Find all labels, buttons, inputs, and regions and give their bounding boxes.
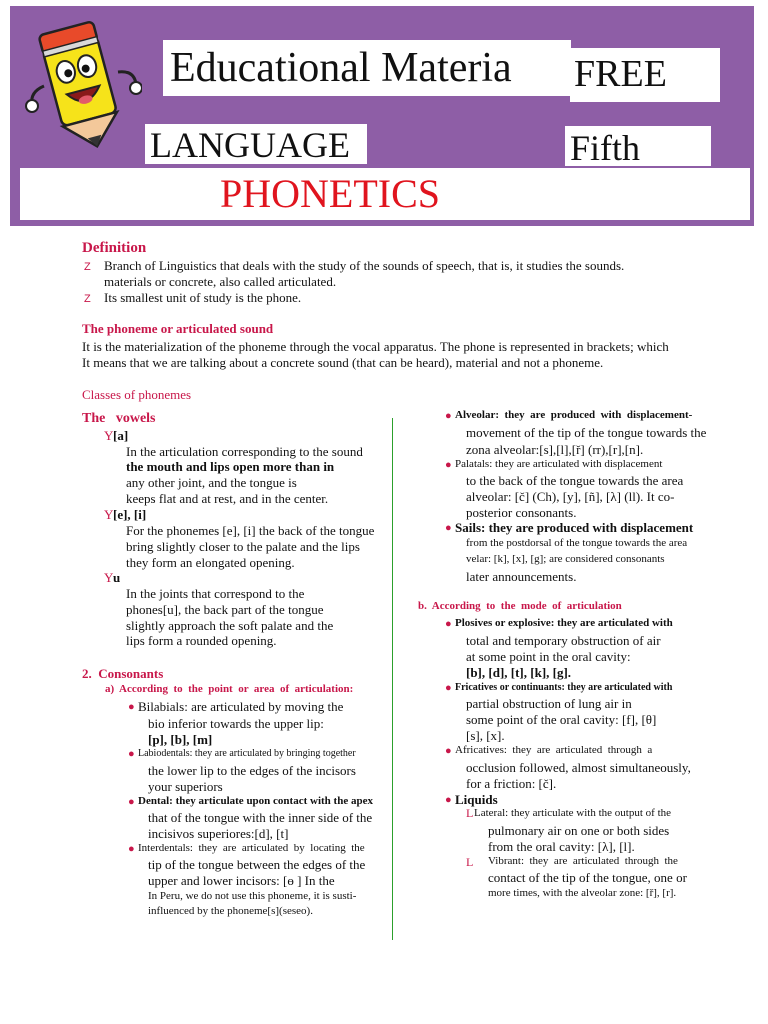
lateral-line: Lateral: they articulate with the output of the bbox=[474, 807, 672, 819]
consonant-line: the lower lip to the edges of the incisors bbox=[148, 763, 356, 778]
pencil-mascot-icon bbox=[22, 12, 142, 152]
bullet-dot-icon: ● bbox=[128, 796, 135, 808]
consonant-line: Interdentals: they are articulated by locating the bbox=[138, 842, 365, 854]
consonants-heading: 2. Consonants bbox=[82, 666, 164, 681]
consonant-line: Bilabials: are articulated by moving the bbox=[138, 699, 344, 714]
liquid-marker: L bbox=[466, 855, 474, 869]
alveolar-line: Alveolar: they are produced with displacement- bbox=[455, 409, 693, 421]
consonant-line: your superiors bbox=[148, 779, 223, 794]
mode-heading: b. According to the mode of articulation bbox=[418, 600, 622, 612]
fricatives-line: partial obstruction of lung air in bbox=[466, 696, 632, 711]
plosives-line: at some point in the oral cavity: bbox=[466, 649, 631, 664]
topic-title: PHONETICS bbox=[220, 171, 441, 216]
vowel-ei-label: [e], [i] bbox=[113, 507, 147, 522]
point-heading: a) According to the point or area of articulation: bbox=[105, 683, 354, 695]
vibrant-line: contact of the tip of the tongue, one or bbox=[488, 870, 687, 885]
grade-label: Fifth bbox=[570, 128, 641, 168]
definition-item: materials or concrete, also called articulated. bbox=[104, 274, 337, 289]
vowel-u-label: u bbox=[113, 570, 121, 585]
vowel-line: the mouth and lips open more than in bbox=[126, 459, 335, 474]
bullet-dot-icon: ● bbox=[445, 459, 452, 471]
classes-heading: Classes of phonemes bbox=[82, 387, 192, 402]
phoneme-line: It is the materialization of the phoneme through the vocal apparatus. The phone is represented in brackets; which bbox=[82, 339, 669, 354]
vowel-line: In the joints that correspond to the bbox=[126, 586, 305, 601]
consonant-line: influenced by the phoneme[s](seseo). bbox=[148, 905, 313, 917]
bullet-dot-icon: ● bbox=[445, 618, 452, 630]
bullet-icon: Z bbox=[84, 261, 91, 273]
definition-item: Its smallest unit of study is the phone. bbox=[104, 290, 302, 305]
bullet-dot-icon: ● bbox=[128, 748, 135, 760]
vowel-marker: Y bbox=[104, 428, 114, 443]
africatives-line: for a friction: [č]. bbox=[466, 776, 557, 791]
vowel-marker: Y bbox=[104, 570, 114, 585]
consonant-line: In Peru, we do not use this phoneme, it is susti- bbox=[148, 890, 357, 902]
lateral-line: from the oral cavity: [λ], [l]. bbox=[488, 839, 635, 854]
vowel-line: phones[u], the back part of the tongue bbox=[126, 602, 324, 617]
sails-line: later announcements. bbox=[466, 569, 577, 584]
fricatives-line: [s], [x]. bbox=[466, 728, 505, 743]
palatals-line: to the back of the tongue towards the area bbox=[466, 473, 684, 488]
consonant-line: upper and lower incisors: [ɵ ] In the bbox=[148, 873, 335, 888]
consonant-line: Labiodentals: they are articulated by bringing together bbox=[138, 748, 356, 759]
subject-label: LANGUAGE bbox=[150, 125, 350, 165]
consonant-line: incisivos superiores:[d], [t] bbox=[148, 826, 289, 841]
vowel-line: lips form a rounded opening. bbox=[126, 633, 277, 648]
definition-item: Branch of Linguistics that deals with the study of the sounds of speech, that is, it studies the sounds. bbox=[104, 258, 625, 273]
bullet-dot-icon: ● bbox=[445, 794, 452, 806]
column-divider bbox=[392, 418, 393, 940]
palatals-line: posterior consonants. bbox=[466, 505, 577, 520]
sails-line: from the postdorsal of the tongue towards the area bbox=[466, 537, 688, 549]
africatives-line: occlusion followed, almost simultaneously, bbox=[466, 760, 691, 775]
bullet-dot-icon: ● bbox=[445, 410, 452, 422]
vowels-heading: The vowels bbox=[82, 411, 156, 426]
palatals-line: Palatals: they are articulated with displacement bbox=[455, 458, 663, 470]
vibrant-line: more times, with the alveolar zone: [ř], [r]. bbox=[488, 887, 677, 899]
vowel-line: For the phonemes [e], [i] the back of the tongue bbox=[126, 523, 375, 538]
plosives-line: total and temporary obstruction of air bbox=[466, 633, 661, 648]
consonant-line: Dental: they articulate upon contact with the apex bbox=[138, 795, 373, 807]
vowel-line: any other joint, and the tongue is bbox=[126, 475, 297, 490]
consonant-line: bio inferior towards the upper lip: bbox=[148, 716, 324, 731]
page-title: Educational Materia bbox=[170, 45, 512, 91]
bullet-dot-icon: ● bbox=[128, 843, 135, 855]
fricatives-line: Fricatives or continuants: they are articulated with bbox=[455, 682, 673, 693]
vibrant-line: Vibrant: they are articulated through the bbox=[488, 855, 678, 867]
bullet-dot-icon: ● bbox=[128, 701, 135, 713]
vowel-line: slightly approach the soft palate and the bbox=[126, 618, 334, 633]
bullet-icon: Z bbox=[84, 293, 91, 305]
consonant-line: [p], [b], [m] bbox=[148, 732, 213, 747]
alveolar-line: zona alveolar:[s],[l],[ř] (rr),[r],[n]. bbox=[466, 442, 644, 457]
africatives-line: Africatives: they are articulated through a bbox=[455, 744, 653, 756]
fricatives-line: some point of the oral cavity: [f], [θ] bbox=[466, 712, 657, 727]
vowel-line: bring slightly closer to the palate and the lips bbox=[126, 539, 360, 554]
vowel-a-label: [a] bbox=[113, 428, 129, 443]
plosives-line: [b], [d], [t], [k], [g]. bbox=[466, 665, 572, 680]
liquids-heading: Liquids bbox=[455, 792, 498, 807]
phoneme-heading: The phoneme or articulated sound bbox=[82, 321, 274, 336]
bullet-dot-icon: ● bbox=[445, 745, 452, 757]
sails-line: velar: [k], [x], [g]; are considered consonants bbox=[466, 553, 665, 565]
phoneme-line: It means that we are talking about a concrete sound (that can be heard), material and not a phoneme. bbox=[82, 355, 604, 370]
header-frame-left bbox=[10, 160, 20, 226]
palatals-line: alveolar: [č] (Ch), [y], [ñ], [λ] (ll). It co- bbox=[466, 489, 675, 504]
consonant-line: tip of the tongue between the edges of the bbox=[148, 857, 366, 872]
consonant-line: that of the tongue with the inner side of the bbox=[148, 810, 373, 825]
vowel-line: they form an elongated opening. bbox=[126, 555, 295, 570]
definition-heading: Definition bbox=[82, 240, 147, 256]
vowel-line: In the articulation corresponding to the sound bbox=[126, 444, 363, 459]
bullet-dot-icon: ● bbox=[445, 522, 452, 534]
free-label: FREE bbox=[574, 53, 667, 95]
liquid-marker: L bbox=[466, 806, 474, 820]
vowel-marker: Y bbox=[104, 507, 114, 522]
vowel-line: keeps flat and at rest, and in the center. bbox=[126, 491, 329, 506]
lateral-line: pulmonary air on one or both sides bbox=[488, 823, 670, 838]
plosives-line: Plosives or explosive: they are articulated with bbox=[455, 617, 673, 629]
sails-line: Sails: they are produced with displacement bbox=[455, 520, 694, 535]
bullet-dot-icon: ● bbox=[445, 682, 452, 694]
alveolar-line: movement of the tip of the tongue towards the bbox=[466, 425, 707, 440]
